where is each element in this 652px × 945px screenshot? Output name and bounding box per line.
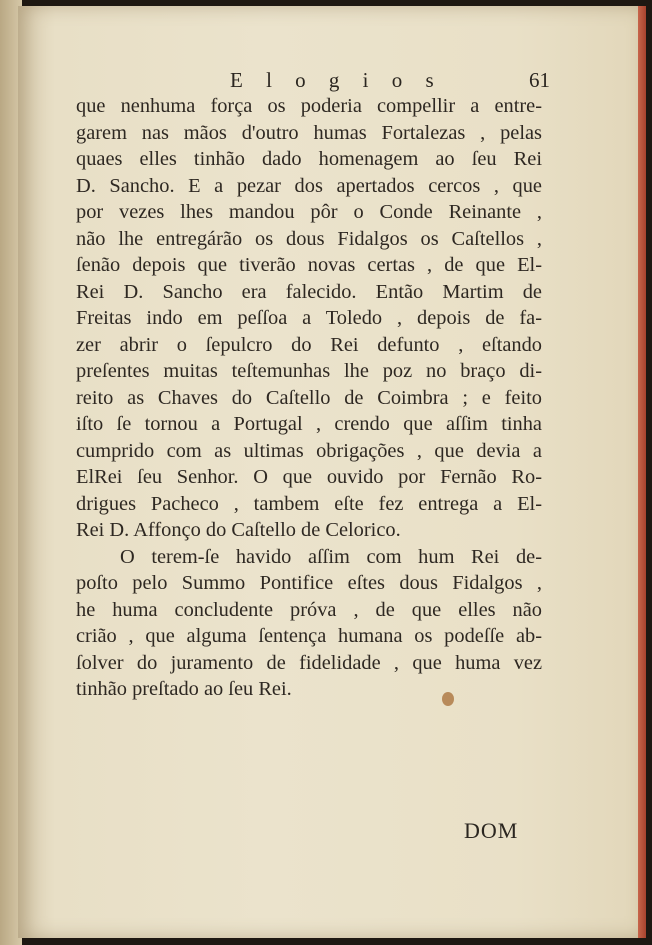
text-line: ſolver do juramento de fidelidade , que huma vez	[76, 651, 542, 674]
text-line: ſenão depois que tiverão novas certas , de que El-	[76, 254, 542, 276]
running-head	[60, 68, 550, 96]
text-line: preſentes muitas teſtemunhas lhe poz no braço di-	[76, 360, 542, 382]
text-line: que nenhuma força os poderia compellir a entre-	[76, 95, 542, 117]
text-line: garem nas mãos d'outro humas Fortalezas , pelas	[76, 121, 542, 144]
text-line: tinhão preſtado ao ſeu Rei.	[76, 678, 292, 700]
text-line: drigues Pacheco , tambem eſte fez entrega a El-	[76, 492, 542, 515]
text-line: Rei D. Sancho era falecido. Então Martim de	[76, 280, 542, 303]
running-title: E l o g i o s	[230, 68, 443, 92]
text-line: zer abrir o ſepulcro do Rei defunto , eſtando	[76, 333, 542, 356]
text-line: O terem-ſe havido aſſim com hum Rei de-	[120, 545, 542, 568]
text-line: por vezes lhes mandou pôr o Conde Reinante ,	[76, 201, 542, 223]
text-line: cumprido com as ultimas obrigações , que devia a	[76, 439, 542, 462]
text-line: crião , que alguma ſentença humana os podeſſe ab-	[76, 625, 542, 647]
text-line: he huma concludente próva , de que elles não	[76, 598, 542, 621]
text-line: Rei D. Affonço do Caſtello de Celorico.	[76, 519, 401, 541]
text-line: quaes elles tinhão dado homenagem ao ſeu Rei	[76, 148, 542, 170]
page-edge-red	[638, 6, 646, 938]
text-line: ElRei ſeu Senhor. O que ouvido por Fernão Ro-	[76, 466, 542, 488]
text-line: reito as Chaves do Caſtello de Coimbra ; e feito	[76, 386, 542, 409]
body-text	[76, 93, 542, 703]
text-line: poſto pelo Summo Pontifice eſtes dous Fidalgos ,	[76, 572, 542, 594]
catchword: DOM	[464, 818, 519, 843]
text-line: Freitas indo em peſſoa a Toledo , depois de fa-	[76, 307, 542, 329]
text-line: iſto ſe tornou a Portugal , crendo que aſſim tinha	[76, 413, 542, 435]
text-line: não lhe entregárão os dous Fidalgos os Caſtellos ,	[76, 227, 542, 250]
ink-spot-ornament	[442, 692, 454, 706]
page-number: 61	[529, 68, 550, 92]
text-line: D. Sancho. E a pezar dos apertados cercos , que	[76, 174, 542, 197]
